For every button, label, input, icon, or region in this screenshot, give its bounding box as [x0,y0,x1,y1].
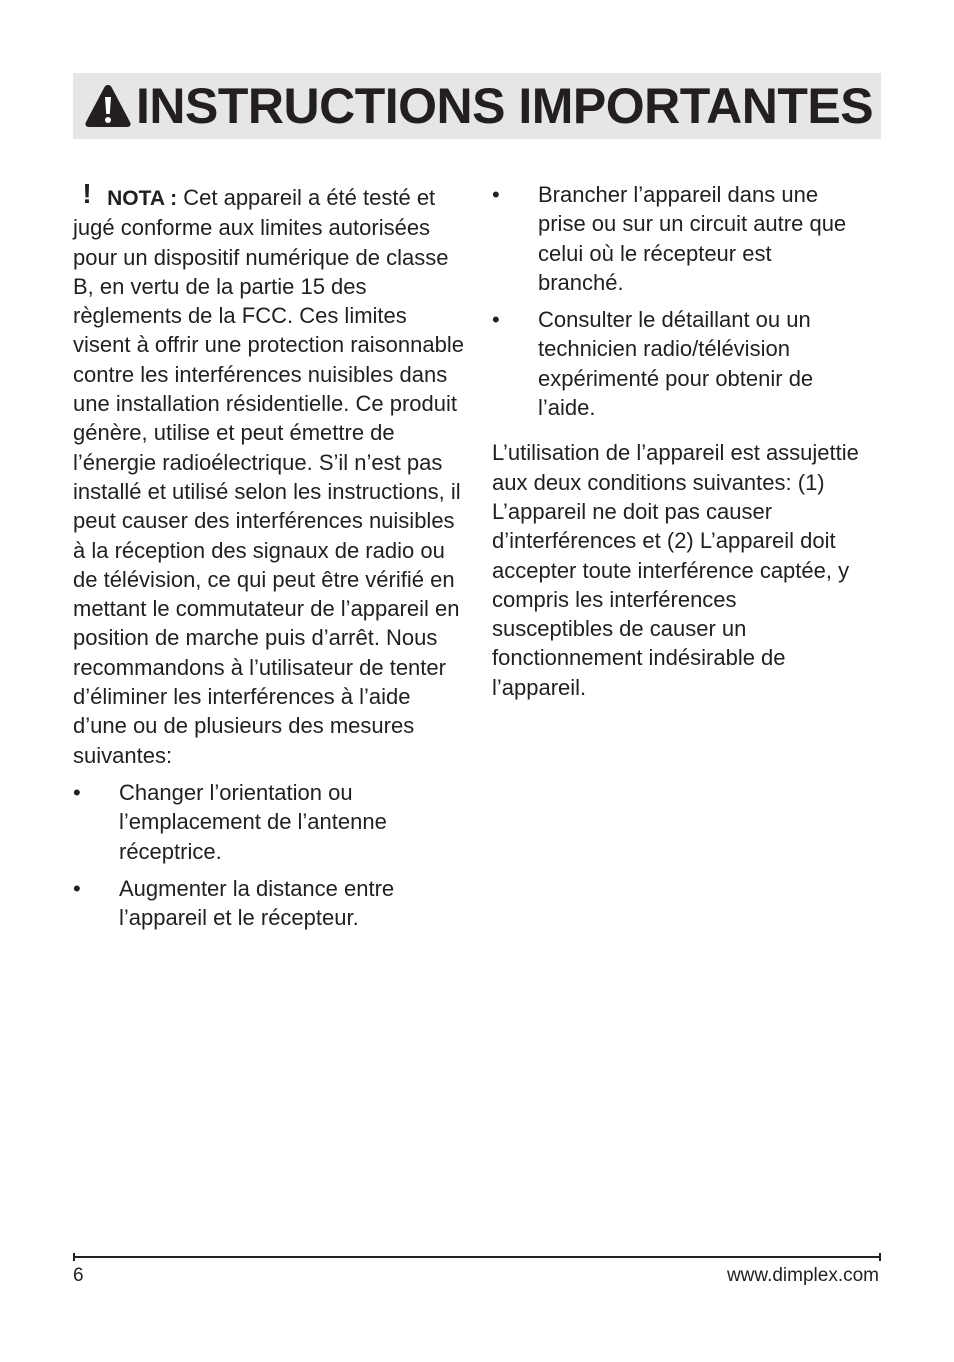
list-item [73,874,465,933]
right-bullet-list [492,180,862,422]
exclamation-icon: ! [82,178,92,209]
warning-triangle-icon [84,83,132,129]
bullet-marker: • [492,307,500,333]
list-item [492,305,862,422]
bullet-text: Changer l’orientation ou l’emplacement de l’antenne réceptrice. [119,779,387,864]
footer-divider-tick-right [879,1253,881,1261]
list-item [492,180,862,297]
page-title: INSTRUCTIONS IMPORTANTES [136,78,874,134]
page-number: 6 [73,1265,84,1286]
footer-divider [73,1256,881,1258]
conditions-paragraph: L’utilisation de l’appareil est assujettie aux deux conditions suivantes: (1) L’appareil ne doit pas causer d’interférences et (2) L’appareil doit accepter toute interférence captée, y compris les interférences susceptibles de causer un fonctionnement indésirable de l’appareil. [492,440,859,700]
right-column [492,180,862,702]
left-bullet-list [73,778,465,932]
bullet-marker: • [73,875,81,901]
bullet-text: Augmenter la distance entre l’appareil et le récepteur. [119,875,395,931]
bullet-marker: • [73,779,81,805]
bullet-text: Brancher l’appareil dans une prise ou sur un circuit autre que celui où le récepteur est branché. [538,182,847,295]
nota-label: NOTA : [107,187,178,210]
nota-paragraph [73,178,465,770]
website-url: www.dimplex.com [726,1265,879,1286]
section-header [73,73,881,139]
footer-divider-tick-left [73,1253,75,1261]
nota-text: Cet appareil a été testé et jugé conforme aux limites autorisées pour un dispositif numérique de classe B, en vertu de la partie 15 des règlements de la FCC. Ces limites visent à offrir une protection raisonnable contre les interférences nuisibles dans une installation résidentielle. Ce produit génère, utilise et peut émettre de l’énergie radioélectrique. S’il n’est pas installé et utilisé selon les instructions, il peut causer des interférences nuisibles à la réception des signaux de radio ou de télévision, ce qui peut être vérifié en mettant le commutateur de l’appareil en position de marche puis d’arrêt. Nous recommandons à l’utilisateur de tenter d’éliminer les interférences à l’aide d’une ou de plusieurs des mesures suivantes: [73,185,464,768]
bullet-text: Consulter le détaillant ou un technicien radio/télévision expérimenté pour obtenir de l’aide. [538,307,814,421]
list-item [73,778,465,866]
bullet-marker: • [492,182,500,207]
left-column [73,178,465,940]
